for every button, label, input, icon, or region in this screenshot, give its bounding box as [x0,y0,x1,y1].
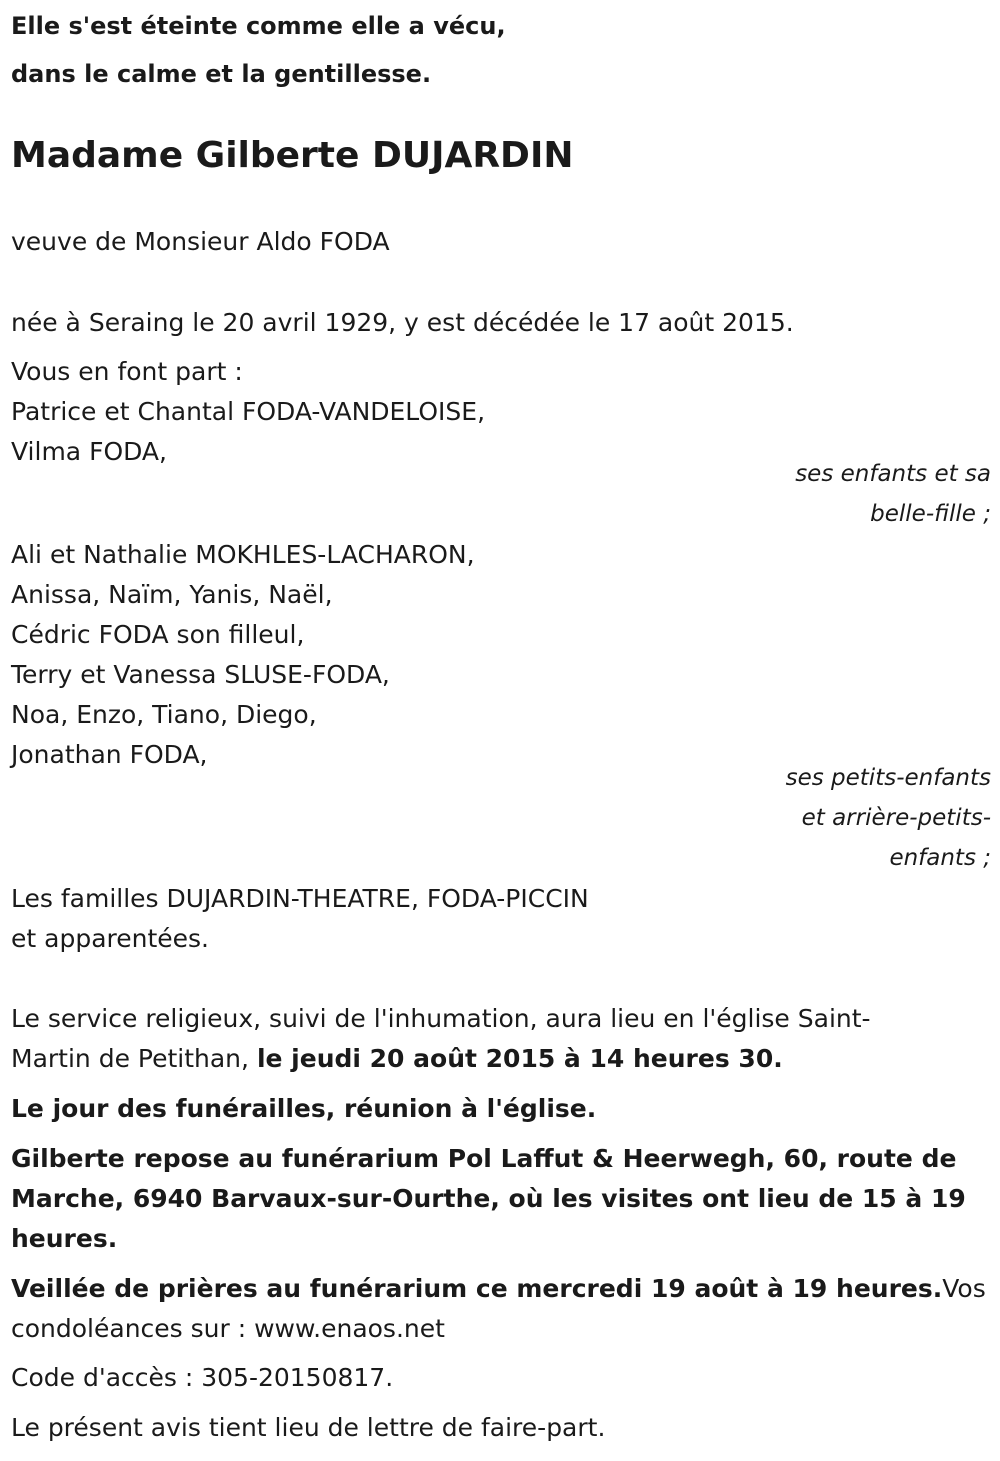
vigil-condolences-start: Vos [942,1274,986,1303]
footer-line: Le présent avis tient lieu de lettre de faire-part. [11,1413,606,1442]
child-line: Vilma FODA, [11,437,167,466]
access-code-line: Code d'accès : 305-20150817. [11,1363,394,1392]
intro-line-1: Elle s'est éteinte comme elle a vécu, [11,12,506,40]
page-title: Madame Gilberte DUJARDIN [11,135,574,176]
grandchild-line: Terry et Vanessa SLUSE-FODA, [11,660,390,689]
vigil-announcement: Veillée de prières au funérarium ce mercredi 19 août à 19 heures. [11,1274,943,1303]
announce-line: Vous en font part : [11,357,243,386]
grandchildren-role-line: et arrière-petits- [801,805,991,831]
birth-death-line: née à Seraing le 20 avril 1929, y est décédée le 17 août 2015. [11,308,794,337]
grandchild-line: Cédric FODA son filleul, [11,620,305,649]
service-line-1: Le service religieux, suivi de l'inhumation, aura lieu en l'église Saint- [11,1004,871,1033]
grandchild-line: Anissa, Naïm, Yanis, Naël, [11,580,333,609]
grandchild-line: Noa, Enzo, Tiano, Diego, [11,700,317,729]
gathering-line: Le jour des funérailles, réunion à l'église. [11,1094,597,1123]
repose-line: Marche, 6940 Barvaux-sur-Ourthe, où les visites ont lieu de 15 à 19 [11,1184,966,1213]
grandchild-line: Ali et Nathalie MOKHLES-LACHARON, [11,540,475,569]
grandchild-line: Jonathan FODA, [11,740,208,769]
grandchildren-role-line: enfants ; [889,845,991,871]
vigil-line-1 [11,1276,986,1301]
service-location: Martin de Petithan, [11,1044,257,1073]
child-line: Patrice et Chantal FODA-VANDELOISE, [11,397,486,426]
children-role-line: belle-fille ; [870,501,991,527]
service-line-2 [11,1046,783,1071]
intro-line-2: dans le calme et la gentillesse. [11,60,432,88]
families-line: Les familles DUJARDIN-THEATRE, FODA-PICCIN [11,884,589,913]
condolences-line: condoléances sur : www.enaos.net [11,1314,445,1343]
repose-line: heures. [11,1224,118,1253]
grandchildren-role-line: ses petits-enfants [785,765,991,791]
service-date: le jeudi 20 août 2015 à 14 heures 30. [256,1044,783,1073]
widow-line: veuve de Monsieur Aldo FODA [11,227,390,256]
children-role-line: ses enfants et sa [795,461,991,487]
families-line: et apparentées. [11,924,209,953]
repose-line: Gilberte repose au funérarium Pol Laffut & Heerwegh, 60, route de [11,1144,957,1173]
